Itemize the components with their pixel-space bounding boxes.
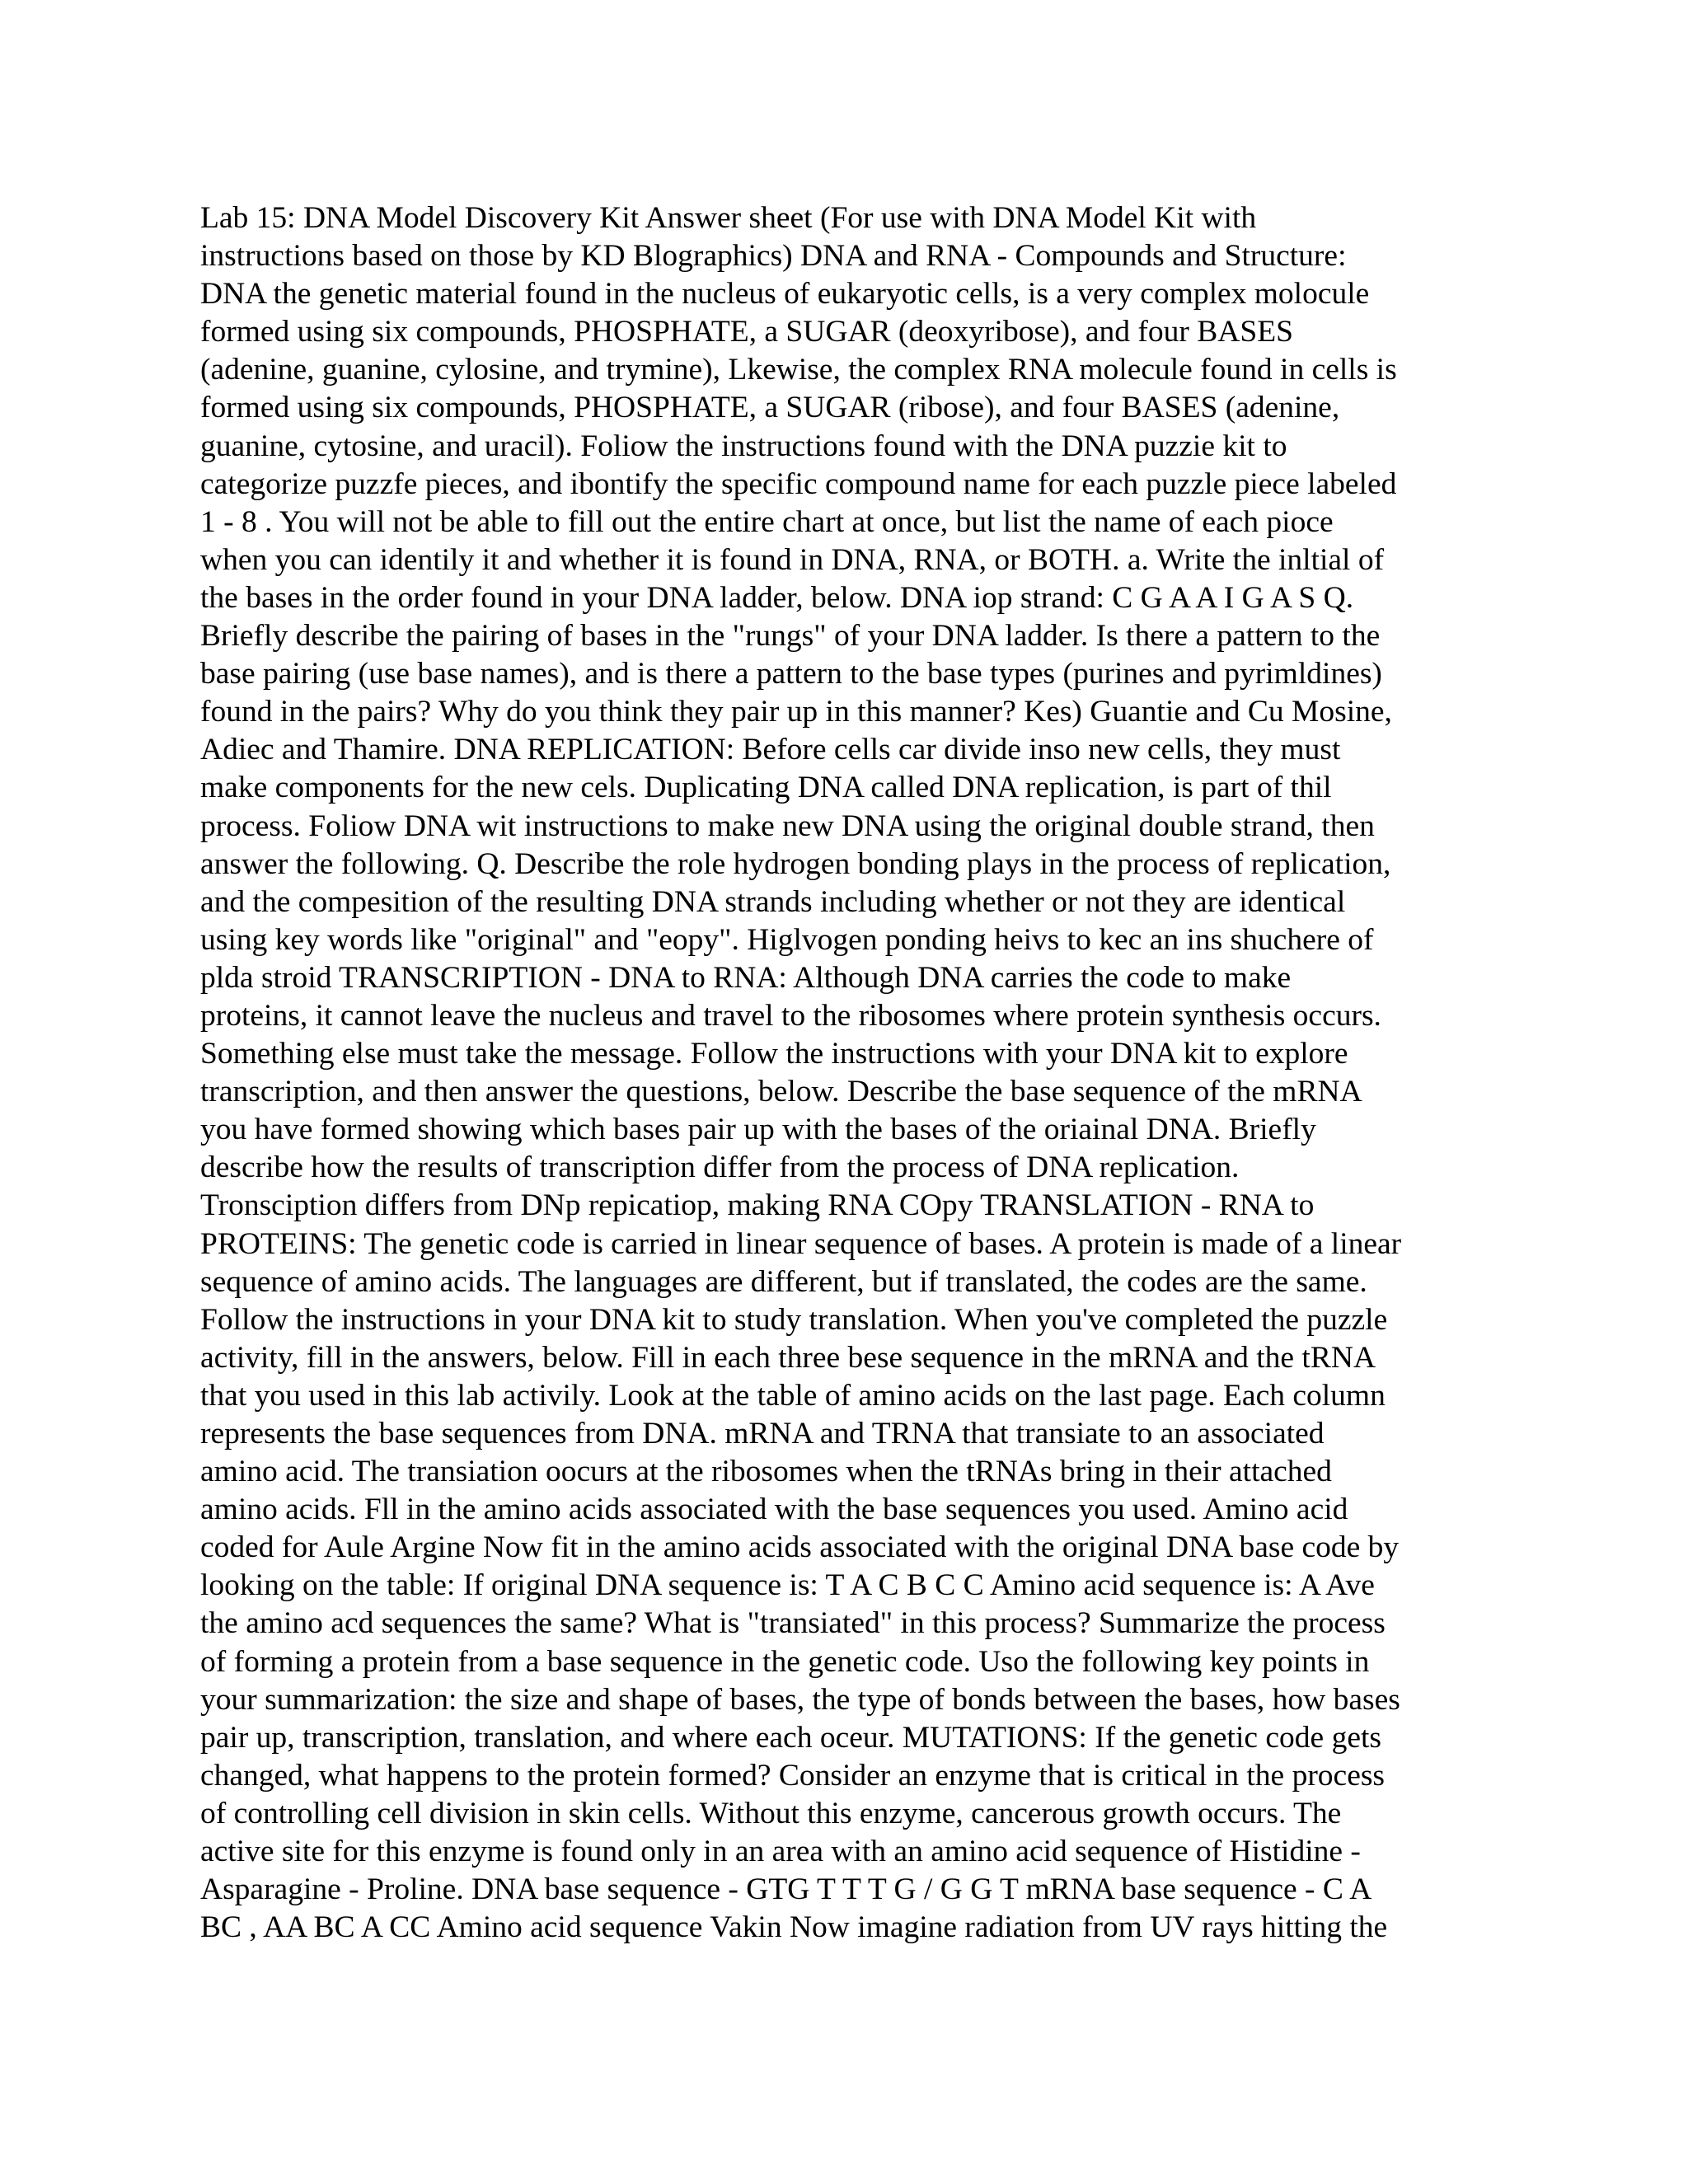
text-line: when you can identily it and whether it is found in DNA, RNA, or BOTH. a. Write the inltial of	[200, 542, 1385, 577]
text-line: found in the pairs? Why do you think they pair up in this manner? Kes) Guantie and Cu Mosine,	[200, 695, 1392, 729]
text-line: answer the following. Q. Describe the role hydrogen bonding plays in the process of replication,	[200, 846, 1391, 881]
text-line: formed using six compounds, PHOSPHATE, a SUGAR (deoxyribose), and four BASES	[200, 315, 1293, 349]
text-line: and the compesition of the resulting DNA strands including whether or not they are identical	[200, 884, 1346, 919]
text-line: transcription, and then answer the questions, below. Describe the base sequence of the mRNA	[200, 1075, 1362, 1109]
text-line: coded for Aule Argine Now fit in the amino acids associated with the original DNA base code by	[200, 1530, 1400, 1565]
text-line: describe how the results of transcription differ from the process of DNA replication.	[200, 1151, 1240, 1185]
text-line: plda stroid TRANSCRIPTION - DNA to RNA: Although DNA carries the code to make	[200, 960, 1292, 995]
text-line: activity, fill in the answers, below. Fill in each three bese sequence in the mRNA and the tRNA	[200, 1340, 1376, 1375]
text-line: amino acids. Fll in the amino acids associated with the base sequences you used. Amino acid	[200, 1493, 1348, 1527]
document-body	[200, 199, 1527, 1947]
text-line: that you used in this lab activily. Look at the table of amino acids on the last page. Each column	[200, 1378, 1386, 1413]
text-line: Tronsciption differs from DNp repicatiop, making RNA COpy TRANSLATION - RNA to	[200, 1188, 1315, 1223]
text-line: looking on the table: If original DNA sequence is: T A C B C C Amino acid sequence is: A Ave	[200, 1568, 1375, 1603]
text-line: Asparagine - Proline. DNA base sequence - GTG T T T G / G G T mRNA base sequence - C A	[200, 1872, 1372, 1907]
text-line: base pairing (use base names), and is there a pattern to the base types (purines and pyrimldines)	[200, 657, 1382, 691]
text-line: sequence of amino acids. The languages are different, but if translated, the codes are the same.	[200, 1264, 1367, 1299]
text-line: you have formed showing which bases pair up with the bases of the oriainal DNA. Briefly	[200, 1113, 1316, 1147]
text-line: (adenine, guanine, cylosine, and trymine), Lkewise, the complex RNA molecule found in cells is	[200, 353, 1397, 387]
text-line: amino acid. The transiation oocurs at the ribosomes when the tRNAs bring in their attached	[200, 1455, 1332, 1489]
text-line: instructions based on those by KD Blographics) DNA and RNA - Compounds and Structure:	[200, 239, 1347, 274]
text-line: active site for this enzyme is found only in an area with an amino acid sequence of Histidine -	[200, 1835, 1361, 1869]
text-line: process. Foliow DNA wit instructions to make new DNA using the original double strand, then	[200, 808, 1375, 843]
text-line: represents the base sequences from DNA. mRNA and TRNA that transiate to an associated	[200, 1417, 1325, 1451]
text-line: the amino acd sequences the same? What is "transiated" in this process? Summarize the process	[200, 1606, 1386, 1641]
text-line: PROTEINS: The genetic code is carried in linear sequence of bases. A protein is made of a linear	[200, 1226, 1402, 1261]
text-line: make components for the new cels. Duplicating DNA called DNA replication, is part of thil	[200, 771, 1332, 805]
text-line: of controlling cell division in skin cells. Without this enzyme, cancerous growth occurs. The	[200, 1796, 1342, 1830]
text-line: Briefly describe the pairing of bases in the "rungs" of your DNA ladder. Is there a pattern to the	[200, 619, 1381, 654]
text-line: Lab 15: DNA Model Discovery Kit Answer sheet (For use with DNA Model Kit with	[200, 201, 1257, 235]
text-line: 1 - 8 . You will not be able to fill out the entire chart at once, but list the name of each pioce	[200, 504, 1334, 539]
text-line: BC , AA BC A CC Amino acid sequence Vakin Now imagine radiation from UV rays hitting the	[200, 1910, 1388, 1945]
text-line: formed using six compounds, PHOSPHATE, a SUGAR (ribose), and four BASES (adenine,	[200, 391, 1340, 425]
text-line: proteins, it cannot leave the nucleus and travel to the ribosomes where protein synthesis occurs.	[200, 998, 1381, 1033]
text-line: of forming a protein from a base sequence in the genetic code. Uso the following key points in	[200, 1644, 1370, 1679]
text-line: the bases in the order found in your DNA ladder, below. DNA iop strand: C G A A I G A S Q.	[200, 580, 1354, 615]
text-line: Follow the instructions in your DNA kit to study translation. When you've completed the puzzle	[200, 1302, 1388, 1337]
text-line: DNA the genetic material found in the nucleus of eukaryotic cells, is a very complex molocule	[200, 277, 1370, 312]
text-line: pair up, transcription, translation, and where each oceur. MUTATIONS: If the genetic code gets	[200, 1720, 1381, 1755]
text-line: changed, what happens to the protein formed? Consider an enzyme that is critical in the process	[200, 1758, 1386, 1793]
text-line: Adiec and Thamire. DNA REPLICATION: Before cells car divide inso new cells, they must	[200, 733, 1341, 767]
text-line: categorize puzzfe pieces, and ibontify the specific compound name for each puzzle piece labeled	[200, 466, 1397, 501]
text-line: guanine, cytosine, and uracil). Foliow the instructions found with the DNA puzzie kit to	[200, 429, 1287, 463]
text-line: Something else must take the message. Follow the instructions with your DNA kit to explore	[200, 1037, 1348, 1071]
text-line: using key words like "original" and "eopy". Higlvogen ponding heivs to kec an ins shuchere of	[200, 922, 1374, 957]
text-line: your summarization: the size and shape of bases, the type of bonds between the bases, how bases	[200, 1682, 1400, 1717]
